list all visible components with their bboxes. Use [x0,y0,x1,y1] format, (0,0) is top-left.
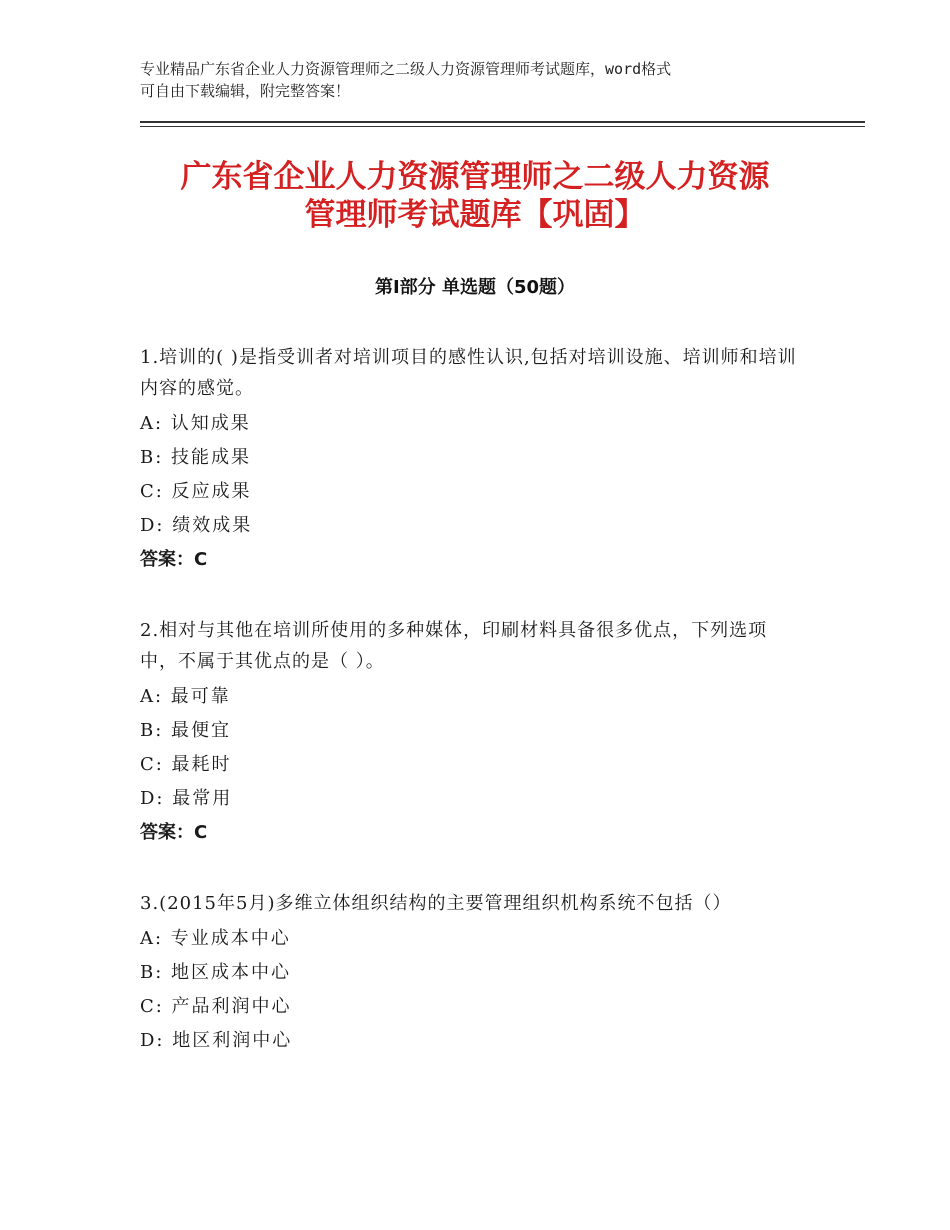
option-c: C: 最耗时 [140,754,232,775]
option-a: A: 认知成果 [140,413,251,434]
question-2 [140,615,800,850]
document-title-line2: 管理师考试题库【巩固】 [304,197,646,233]
question-text: 3.(2015年5月)多维立体组织结构的主要管理组织机构系统不包括（） [140,893,732,914]
document-title [100,158,850,234]
document-title-line1: 广东省企业人力资源管理师之二级人力资源 [180,159,770,195]
header-note-line2: 可自由下载编辑，附完整答案！ [140,82,351,100]
section-heading: 第Ⅰ部分 单选题（50题） [374,277,575,298]
answer: 答案：C [140,549,208,570]
option-d: D: 地区利润中心 [140,1030,293,1051]
option-d: D: 最常用 [140,788,233,809]
header-divider-thin [140,126,865,127]
header-note-line1: 专业精品广东省企业人力资源管理师之二级人力资源管理师考试题库，word格式 [140,60,672,78]
option-d: D: 绩效成果 [140,515,253,536]
header-divider [140,121,865,123]
option-c: C: 产品利润中心 [140,996,292,1017]
option-a: A: 专业成本中心 [140,928,291,949]
option-b: B: 技能成果 [140,447,252,468]
option-b: B: 地区成本中心 [140,962,292,983]
option-c: C: 反应成果 [140,481,252,502]
option-b: B: 最便宜 [140,720,232,741]
question-1 [140,342,800,577]
option-a: A: 最可靠 [140,686,231,707]
question-text: 2.相对与其他在培训所使用的多种媒体，印刷材料具备很多优点，下列选项中，不属于其优点的是（ ）。 [140,620,768,672]
question-text: 1.培训的( )是指受训者对培训项目的感性认识,包括对培训设施、培训师和培训内容的感觉。 [140,347,797,399]
question-3 [140,888,800,1058]
header-note [140,58,820,102]
question-list [140,342,800,1096]
answer: 答案：C [140,822,208,843]
